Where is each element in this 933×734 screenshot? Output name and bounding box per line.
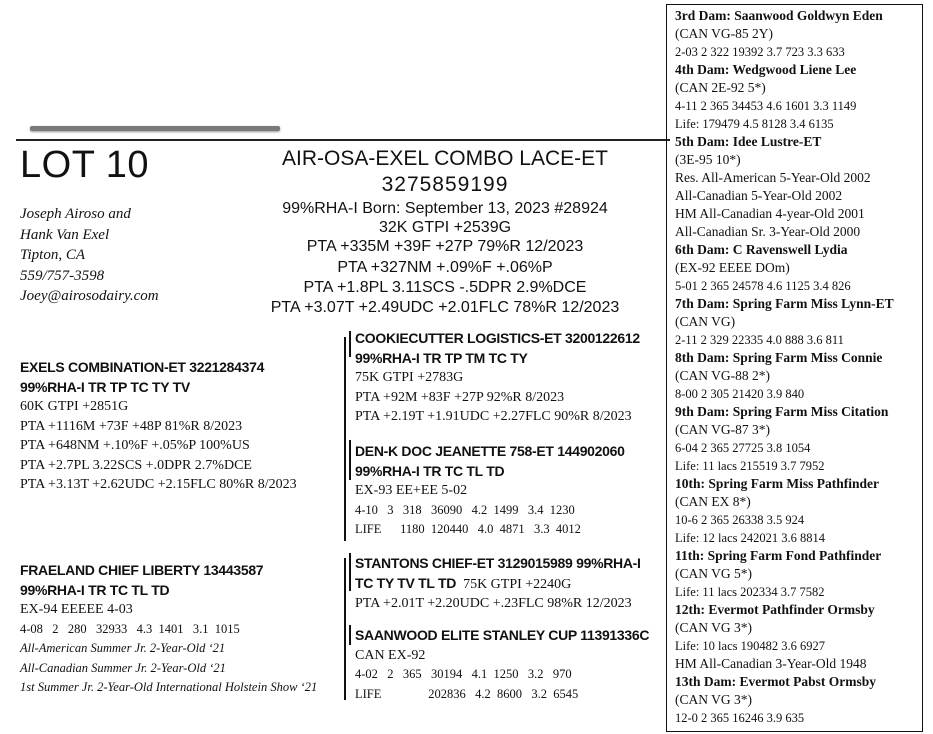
- ancestor-dam-line: HM All-Canadian 4-year-Old 2001: [675, 206, 865, 221]
- dams-dam-block: [355, 626, 649, 704]
- sire-block: [20, 358, 297, 495]
- ss-gtpi: 75K GTPI +2783G: [355, 370, 464, 385]
- dam-honor-3: 1st Summer Jr. 2-Year-Old International Holstein Show ‘21: [20, 680, 318, 694]
- ancestor-dam-line: (CAN 2E-92 5*): [675, 80, 766, 95]
- dd-record: 4-02 2 365 30194 4.1 1250 3.2 970: [355, 667, 572, 681]
- ancestor-dam-line: Res. All-American 5-Year-Old 2002: [675, 170, 871, 185]
- ancestor-dam-line: 5-01 2 365 24578 4.6 1125 3.4 826: [675, 279, 851, 293]
- ancestor-dam-line: 6-04 2 365 27725 3.8 1054: [675, 441, 811, 455]
- dam-block: [20, 561, 317, 698]
- owner-phone: 559/757-3598: [20, 267, 105, 284]
- ancestor-dam-title: 10th: Spring Farm Miss Pathfinder: [675, 476, 879, 491]
- ancestor-dam-line: (CAN VG-85 2Y): [675, 26, 773, 41]
- sire-separator: [344, 337, 346, 541]
- ancestor-dam-line: HM All-Canadian 3-Year-Old 1948: [675, 656, 867, 671]
- animal-registration: 3275859199: [381, 173, 509, 196]
- ds-pta-1: PTA +2.01T +2.20UDC +.23FLC 98%R 12/2023: [355, 596, 632, 611]
- owner-city: Tipton, CA: [20, 247, 86, 263]
- ancestor-dam-line: (CAN VG-88 2*): [675, 368, 770, 383]
- ancestor-dam-line: Life: 10 lacs 190482 3.6 6927: [675, 639, 825, 653]
- ancestor-dam-title: 11th: Spring Farm Fond Pathfinder: [675, 548, 882, 563]
- ancestor-dam-line: 2-11 2 329 22335 4.0 888 3.6 811: [675, 333, 844, 347]
- ancestor-dam-title: 13th Dam: Evermot Pabst Ormsby: [675, 674, 876, 689]
- ancestor-dam-line: (3E-95 10*): [675, 152, 741, 167]
- dd-name: SAANWOOD ELITE STANLEY CUP 11391336C: [355, 627, 650, 643]
- sd-score: EX-93 EE+EE 5-02: [355, 483, 468, 498]
- dam-codes: 99%RHA-I TR TC TL TD: [20, 581, 170, 598]
- sd-codes: 99%RHA-I TR TC TL TD: [355, 462, 505, 479]
- lot-number: LOT 10: [20, 144, 150, 186]
- sd-separator: [349, 440, 351, 480]
- animal-info-line: 99%RHA-I Born: September 13, 2023 #28924: [282, 200, 608, 217]
- ancestor-dam-line: (CAN EX 8*): [675, 494, 751, 509]
- dd-separator: [349, 625, 351, 645]
- animal-pta-health: PTA +1.8PL 3.11SCS -.5DPR 2.9%DCE: [303, 279, 587, 296]
- ds-codes: TC TY TV TL TD: [355, 574, 457, 591]
- ss-separator: [349, 331, 351, 357]
- ancestor-dam-title: 4th Dam: Wedgwood Liene Lee: [675, 62, 857, 77]
- ancestor-dam-line: 4-11 2 365 34453 4.6 1601 3.3 1149: [675, 99, 857, 113]
- header-rule: [16, 139, 670, 141]
- ancestor-dam-line: (CAN VG 5*): [675, 566, 752, 581]
- ss-codes: 99%RHA-I TR TP TM TC TY: [355, 349, 528, 366]
- ancestor-dam-line: (CAN VG 3*): [675, 620, 752, 635]
- ds-name: STANTONS CHIEF-ET 3129015989 99%RHA-I: [355, 555, 641, 571]
- animal-pta-nm: PTA +327NM +.09%F +.06%P: [337, 259, 553, 276]
- dam-honor-1: All-American Summer Jr. 2-Year-Old ‘21: [20, 641, 226, 655]
- animal-gtpi: 32K GTPI +2539G: [378, 219, 512, 236]
- ancestor-dam-line: (CAN VG-87 3*): [675, 422, 770, 437]
- dam-name: FRAELAND CHIEF LIBERTY 13443587: [20, 562, 264, 578]
- ss-pta-2: PTA +2.19T +1.91UDC +2.27FLC 90%R 8/2023: [355, 409, 632, 424]
- dam-record: 4-08 2 280 32933 4.3 1401 3.1 1015: [20, 621, 240, 636]
- ancestor-dam-title: 12th: Evermot Pathfinder Ormsby: [675, 602, 875, 617]
- ancestor-dam-line: 12-0 2 365 16246 3.9 635: [675, 711, 805, 725]
- owner-name-2: Hank Van Exel: [20, 226, 110, 243]
- dam-score: EX-94 EEEEE 4-03: [20, 602, 133, 617]
- sire-pta-1: PTA +1116M +73F +48P 81%R 8/2023: [20, 418, 243, 434]
- animal-name: AIR-OSA-EXEL COMBO LACE-ET: [282, 147, 608, 170]
- dam-honor-2: All-Canadian Summer Jr. 2-Year-Old ‘21: [20, 660, 226, 675]
- ancestor-dam-line: Life: 179479 4.5 8128 3.4 6135: [675, 117, 834, 131]
- ancestor-dam-title: 6th Dam: C Ravenswell Lydia: [675, 242, 848, 257]
- dam-separator: [344, 558, 346, 700]
- animal-pta-type: PTA +3.07T +2.49UDC +2.01FLC 78%R 12/2023: [270, 299, 620, 316]
- ss-name: COOKIECUTTER LOGISTICS-ET 3200122612: [355, 330, 640, 346]
- owner-name-1: Joseph Airoso and: [20, 206, 131, 222]
- dd-score: CAN EX-92: [355, 647, 426, 663]
- extended-pedigree-list: [675, 7, 894, 727]
- ancestor-dam-line: Life: 12 lacs 242021 3.6 8814: [675, 531, 825, 545]
- ancestor-dam-title: 9th Dam: Spring Farm Miss Citation: [675, 404, 889, 419]
- ancestor-dam-line: All-Canadian 5-Year-Old 2002: [675, 188, 843, 203]
- sires-sire-block: [355, 329, 640, 427]
- ancestor-dam-line: (CAN VG): [675, 314, 736, 329]
- sire-pta-3: PTA +2.7PL 3.22SCS +.0DPR 2.7%DCE: [20, 457, 252, 473]
- sd-life: LIFE 1180 120440 4.0 4871 3.3 4012: [355, 522, 581, 536]
- header-shade-bar: [30, 126, 280, 131]
- dd-life: LIFE 202836 4.2 8600 3.2 6545: [355, 686, 579, 701]
- sire-codes: 99%RHA-I TR TP TC TY TV: [20, 378, 190, 395]
- ancestor-dam-line: Life: 11 lacs 202334 3.7 7582: [675, 585, 825, 599]
- ds-gtpi: 75K GTPI +2240G: [463, 576, 572, 592]
- sd-name: DEN-K DOC JEANETTE 758-ET 144902060: [355, 443, 625, 459]
- ancestor-dam-line: Life: 11 lacs 215519 3.7 7952: [675, 459, 825, 473]
- ancestor-dam-line: All-Canadian Sr. 3-Year-Old 2000: [675, 224, 861, 239]
- ancestor-dam-line: (EX-92 EEEE DOm): [675, 260, 790, 275]
- animal-pta-production: PTA +335M +39F +27P 79%R 12/2023: [306, 238, 584, 255]
- sire-pta-4: PTA +3.13T +2.62UDC +2.15FLC 80%R 8/2023: [20, 477, 297, 492]
- sd-record: 4-10 3 318 36090 4.2 1499 3.4 1230: [355, 502, 575, 517]
- ancestor-dam-title: 5th Dam: Idee Lustre-ET: [675, 134, 822, 149]
- ancestor-dam-title: 8th Dam: Spring Farm Miss Connie: [675, 350, 883, 365]
- sires-dam-block: [355, 442, 625, 540]
- dams-sire-block: [355, 554, 641, 614]
- sire-gtpi: 60K GTPI +2851G: [20, 399, 129, 414]
- ancestor-dam-line: (CAN VG 3*): [675, 692, 752, 707]
- ds-separator: [349, 553, 351, 591]
- owner-info: [20, 204, 159, 307]
- sire-name: EXELS COMBINATION-ET 3221284374: [20, 359, 265, 375]
- ancestor-dam-title: 7th Dam: Spring Farm Miss Lynn-ET: [675, 296, 894, 311]
- ancestor-dam-line: 2-03 2 322 19392 3.7 723 3.3 633: [675, 45, 845, 59]
- sire-pta-2: PTA +648NM +.10%F +.05%P 100%US: [20, 438, 250, 453]
- owner-email: Joey@airosodairy.com: [20, 288, 159, 304]
- ancestor-dam-line: 10-6 2 365 26338 3.5 924: [675, 513, 805, 527]
- ss-pta-1: PTA +92M +83F +27P 92%R 8/2023: [355, 389, 565, 405]
- ancestor-dam-title: 3rd Dam: Saanwood Goldwyn Eden: [675, 8, 883, 23]
- ancestor-dam-line: 8-00 2 305 21420 3.9 840: [675, 387, 805, 401]
